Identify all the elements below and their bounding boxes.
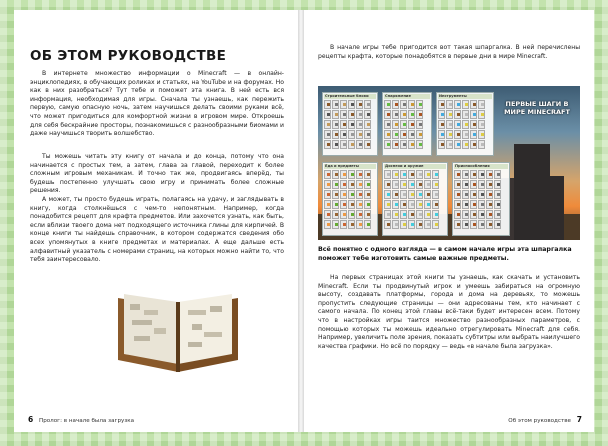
panel-title: Снаряжение <box>384 94 430 99</box>
left-page <box>14 10 298 432</box>
panel-title: Доспехи и оружие <box>384 164 446 169</box>
infographic-caption: Всё понятно с одного взгляда — в самом начале игры эта шпаргалка поможет тебе изготовить самые важные предметы. <box>318 246 572 262</box>
panel-title: Инструменты <box>438 94 492 99</box>
panel-cells <box>324 100 376 149</box>
infographic-panel <box>436 92 494 156</box>
panel-cells <box>454 170 508 229</box>
crafting-infographic <box>318 86 580 240</box>
panel-cells <box>324 170 376 229</box>
panel-cells <box>438 100 492 149</box>
paragraph-3: А может, ты просто будешь играть, полагаясь на удачу, и заглядывать в книгу, когда столкнёшься с чем-то непонятным. Например, когда понадобится рецепт для крафта предметов. Или захочется узнать, как быть, если вблизи твоего дома нет подходящего источника глины для кирпичей. В конце книги ты найдешь справочник, в котором содержатся сведения обо всех упомянутых в книге предметах и материалах. А еще дальше есть алфавитный указатель с номерами страниц, на которых можно найти то, что тебя заинтересовало. <box>30 196 284 264</box>
paragraph-2: Ты можешь читать эту книгу от начала и до конца, потому что она начинается с простых тем, а затем, глава за главой, переходит к более сложным игровым механикам. И точно так же, продвигаясь вперёд, ты будешь постепенно улучшать свою игру и принимать более сложные решения. <box>30 153 284 195</box>
infographic-tower <box>514 144 550 240</box>
running-head: Пролог: в начале была загрузка <box>39 418 135 424</box>
paragraph-1: В интернете множество информации о Minecraft — в онлайн-энциклопедиях, в обучающих роликах и статьях, на YouTube и на форумах. Но как в них разобраться? Тут тебе и поможет эта книга. В ней есть вся информация, необходимая для игры. Сначала ты узнаешь, как пережить первую, самую опасную ночь, затем научишься делать своими руками всё, что может пригодиться для комфортной жизни в игровом мире. Откроешь для себя бескрайние просторы, познакомишься с разнообразными биомами и даже научишься творить волшебство. <box>30 70 284 138</box>
page-title: ОБ ЭТОМ РУКОВОДСТВЕ <box>30 48 227 64</box>
footer-right <box>508 415 586 424</box>
page-number: 6 <box>28 415 34 424</box>
infographic-panel <box>382 162 448 236</box>
infographic-panel <box>322 162 378 236</box>
infographic-heading: ПЕРВЫЕ ШАГИ В МИРЕ MINECRAFT <box>504 100 570 116</box>
panel-title: Еда и предметы <box>324 164 376 169</box>
running-head: Об этом руководстве <box>508 418 571 424</box>
open-book-icon <box>108 280 248 380</box>
panel-cells <box>384 100 430 149</box>
panel-title: Строительные блоки <box>324 94 376 99</box>
page-number: 7 <box>576 415 582 424</box>
panel-cells <box>384 170 446 229</box>
right-page <box>304 10 594 432</box>
body-paragraph: На первых страницах этой книги ты узнаешь, как скачать и установить Minecraft. Если ты продвинутый игрок и умеешь забираться на огромную высоту, создавать платформы, города и дома на деревьях, то можешь пропустить следующие страницы — они адресованы тем, кто начинает с самого начала. По конец этой главы всё-таки будет интересен всем. Потому что в настройках игры таится множество разнообразных параметров, с помощью которых ты можешь идеально отрегулировать Minecraft для себя. Например, увеличить поле зрения, показать субтитры или выбрать наилучшего качества графики. Но всё по порядку — ведь «в начале была загрузка». <box>318 274 580 350</box>
infographic-panel <box>382 92 432 156</box>
panel-title: Приспособления <box>454 164 508 169</box>
infographic-panel <box>322 92 378 156</box>
intro-paragraph: В начале игры тебе пригодится вот такая шпаргалка. В ней перечислены рецепты крафта, которые понадобятся в первые дни в мире Minecraft. <box>318 44 580 60</box>
infographic-panel <box>452 162 510 236</box>
footer-left <box>24 415 134 424</box>
